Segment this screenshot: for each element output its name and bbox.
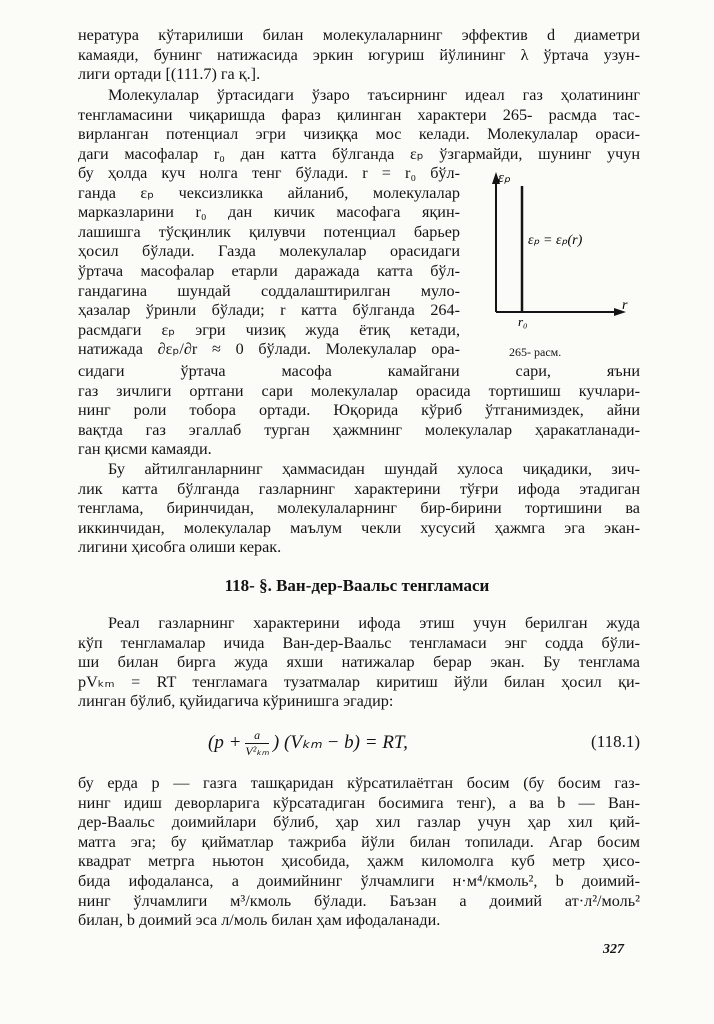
text-line: матга эга; бу қийматлар тажриба йўли билан топилади. Агар босим xyxy=(78,832,640,851)
text-line: билан, b доимий эса л/моль билан ҳам ифодаланади. xyxy=(78,911,441,930)
text-line: марказларини r₀ дан кичик масофага яқин- xyxy=(78,203,460,222)
text-line: вақтда газ эгаллаб турган ҳажмнинг молекулалар ҳаракатланади- xyxy=(78,420,640,439)
text-line: сидаги ўртача масофа камайгани сари, яъни xyxy=(78,362,640,380)
text-line: Реал газларнинг характерини ифода этиш учун берилган жуда xyxy=(108,614,640,632)
text-line: даги масофалар r₀ дан катта бўлганда εₚ ўзгармайди, шунинг учун xyxy=(78,144,640,163)
text-line: pVₖₘ = RT тенгламага тузатмалар киритиш йўли билан ҳосил қи- xyxy=(78,672,640,691)
text-line: линган бўлиб, қуйидагича кўринишга эгадир: xyxy=(78,692,394,711)
text-line: ши билан бирга жуда яхши натижалар берар экан. Бу тенглама xyxy=(78,653,640,672)
text-line: Молекулалар ўртасидаги ўзаро таъсирнинг идеал газ ҳолатининг xyxy=(108,86,640,104)
text-line: гандагина шундай соддалаштирилган муло- xyxy=(78,281,460,300)
text-line: вирланган потенциал эгри чизиққа мос келади. Молекулалар ораси- xyxy=(78,125,640,144)
text-line: ҳосил бўлади. Газда молекулалар орасидаги xyxy=(78,242,460,261)
text-line: газ зичлиги ортгани сари молекулалар орасида тортишиш кучлари- xyxy=(78,381,640,400)
text-line: ган қисми камаяди. xyxy=(78,440,212,459)
section-heading: 118- §. Ван-дер-Ваальс тенгламаси xyxy=(224,576,490,595)
text-line: лиги ортади [(111.7) га қ.]. xyxy=(78,65,261,84)
text-line: лашишга тўсқинлик қилувчи потенциал барьер xyxy=(78,222,460,241)
paragraph-continuation-2 xyxy=(78,362,640,460)
text-line: натижада ∂εₚ/∂r ≈ 0 бўлади. Молекулалар ора- xyxy=(78,340,460,359)
paragraph-continuation xyxy=(78,26,640,85)
y-axis-label: εₚ xyxy=(498,170,511,186)
text-line: дер-Ваальс доимийлари бўлиб, ҳар хил газлар учун ҳар хил қий- xyxy=(78,813,640,832)
text-line: тенглама, биринчидан, молекулаларнинг бир-бирини тортишини ва xyxy=(78,499,640,518)
text-line: ганда εₚ чексизликка айланиб, молекулалар xyxy=(78,183,460,202)
text-line: нинг идиш деворларига кўрсатадиган босимига тенг), a ва b — Ван- xyxy=(78,793,640,812)
text-line: расмдаги εₚ эгри чизиқ жуда ётиқ кетади, xyxy=(78,320,460,339)
equation-118-1 xyxy=(78,722,640,770)
equation-number: (118.1) xyxy=(591,732,640,751)
text-line: лик катта бўлганда газларнинг характерини тўғри ифода этадиган xyxy=(78,479,640,498)
text-line: кўп тенгламалар ичида Ван-дер-Ваальс тенгламаси энг содда бўли- xyxy=(78,633,640,652)
paragraph-conclusion xyxy=(78,460,640,558)
text-line: нература кўтарилиши билан молекулаларнинг эффектив d диаметри xyxy=(78,26,640,44)
text-line: ўртача масофалар етарли даражада катта бўл- xyxy=(78,261,460,280)
paragraph-vdw-intro xyxy=(78,614,640,712)
x-axis-label: r xyxy=(622,298,628,313)
text-line: камаяди, бунинг натижасида эркин югуриш йўлининг λ ўртача узун- xyxy=(78,45,640,64)
text-line: тенгламасини чиқаришда фараз қилинган характери 265- расмда тас- xyxy=(78,105,640,124)
page-number: 327 xyxy=(603,942,624,957)
text-line: ҳазалар ўринли бўлади; r катта бўлганда 264- xyxy=(78,301,460,320)
text-line: иккинчидан, молекулалар маълум чекли хусусий ҳажмга эга экан- xyxy=(78,518,640,537)
text-line: бу ҳолда куч нолга тенг бўлади. r = r₀ бўл- xyxy=(78,164,460,182)
equation-fraction: $\frac{a}{\text{V²ₖₘ}}$ xyxy=(245,728,269,758)
text-line: нинг ўлчамлиги м³/кмоль бўлади. Баъзан a доимий ат·л²/моль² xyxy=(78,891,640,910)
text-line: бида ифодаланса, a доимийнинг ўлчамлиги н·м⁴/кмоль², b доимий- xyxy=(78,871,640,890)
figure-caption: 265- расм. xyxy=(509,345,562,359)
r0-label: r₀ xyxy=(518,314,528,329)
paragraph-definitions xyxy=(78,774,640,931)
equation-body: (p + $\frac{a}{\text{V²ₖₘ}}$ ) (Vₖₘ − b) = RT, xyxy=(208,728,408,758)
paragraph-intermolecular xyxy=(78,86,640,164)
text-line: лигини ҳисобга олиши керак. xyxy=(78,538,282,557)
text-line: нинг роли тобора ортади. Юқорида кўриб ўтганимиздек, айни xyxy=(78,401,640,420)
text-line: бу ерда p — газга ташқаридан кўрсатилаётган босим (бу босим газ- xyxy=(78,774,640,792)
text-line: квадрат метрга ньютон ҳисобида, ҳажм киломолга куб метр ҳисо- xyxy=(78,852,640,871)
curve-label: εₚ = εₚ(r) xyxy=(528,233,583,248)
text-line: Бу айтилганларнинг ҳаммасидан шундай хулоса чиқадики, зич- xyxy=(108,460,640,478)
potential-curve-figure xyxy=(478,168,628,358)
